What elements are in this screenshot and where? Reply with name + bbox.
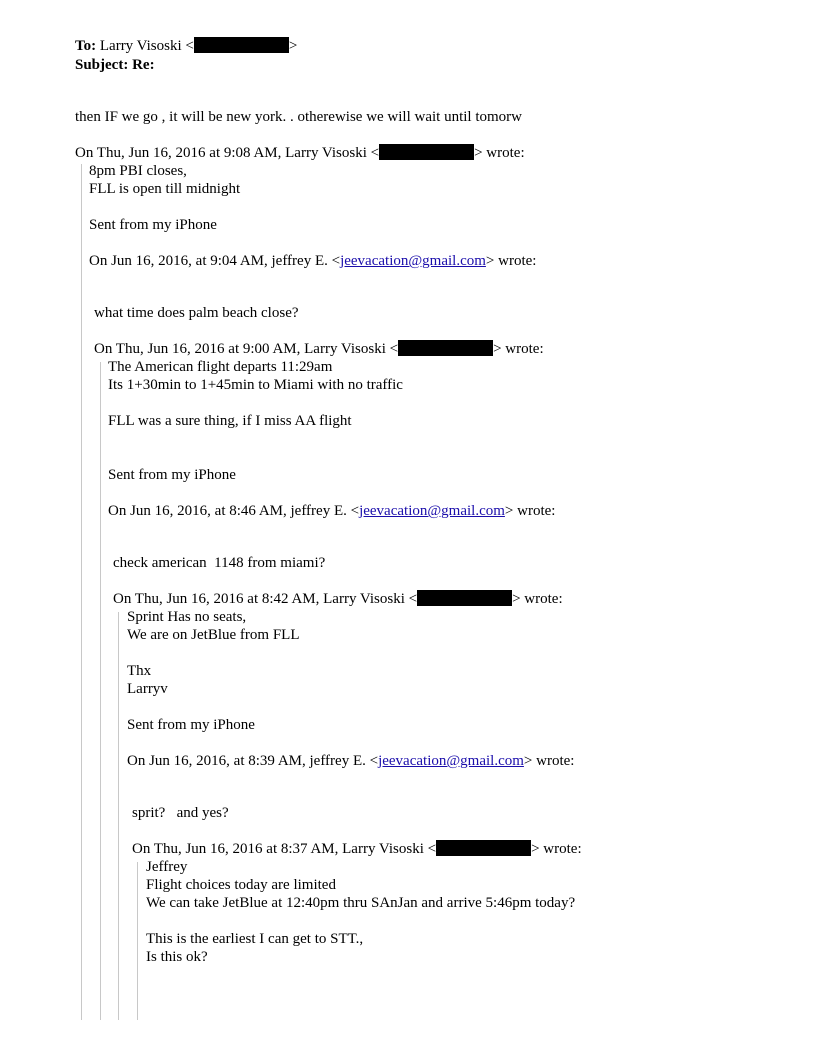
quote-line: We are on JetBlue from FLL [127,627,300,643]
redaction-box [379,144,474,160]
quote-attribution: On Thu, Jun 16, 2016 at 9:00 AM, Larry Visoski < > wrote: [94,341,544,357]
quote-line: Jeffrey [146,859,188,875]
quote-text: what time does palm beach close? [94,305,299,321]
quote-line: The American flight departs 11:29am [108,359,333,375]
quote-attribution: On Jun 16, 2016, at 8:39 AM, jeffrey E. <jeevacation@gmail.com> wrote: [127,753,575,769]
quote-line: Thx [127,663,152,679]
quote-line: Larryv [127,681,168,697]
quote-line: Flight choices today are limited [146,877,336,893]
subject-value: Re: [132,57,155,73]
redaction-box [398,340,493,356]
redaction-box [417,590,512,606]
quote-attribution: On Thu, Jun 16, 2016 at 8:42 AM, Larry Visoski < > wrote: [113,591,563,607]
quote-line: This is the earliest I can get to STT., [146,931,364,947]
quote-attribution: On Thu, Jun 16, 2016 at 8:37 AM, Larry Visoski < > wrote: [132,841,582,857]
quote-text: sprit? and yes? [132,805,229,821]
email-link[interactable]: jeevacation@gmail.com [359,503,505,519]
quote-line: We can take JetBlue at 12:40pm thru SAnJan and arrive 5:46pm today? [146,895,576,911]
sent-from-iphone: Sent from my iPhone [127,717,255,733]
quote-bar-level-2 [100,362,101,1020]
quote-line: Is this ok? [146,949,208,965]
quote-attribution: On Jun 16, 2016, at 9:04 AM, jeffrey E. <jeevacation@gmail.com> wrote: [89,253,537,269]
email-link[interactable]: jeevacation@gmail.com [340,253,486,269]
sent-from-iphone: Sent from my iPhone [89,217,217,233]
quote-bar-level-3 [118,612,119,1020]
email-link[interactable]: jeevacation@gmail.com [378,753,524,769]
quote-line: Sprint Has no seats, [127,609,247,625]
quote-line: 8pm PBI closes, [89,163,187,179]
subject-label: Subject: [75,57,129,73]
quote-line: FLL was a sure thing, if I miss AA flight [108,413,352,429]
to-label: To: [75,38,97,54]
to-line: To: Larry Visoski < > [75,38,298,54]
quote-line: FLL is open till midnight [89,181,241,197]
quote-attribution: On Thu, Jun 16, 2016 at 9:08 AM, Larry Visoski < > wrote: [75,145,525,161]
subject-line [75,56,155,74]
to-name: Larry Visoski < [99,38,194,54]
redaction-box [194,37,289,53]
redaction-box [436,840,531,856]
quote-text: check american 1148 from miami? [113,555,326,571]
quote-attribution: On Jun 16, 2016, at 8:46 AM, jeffrey E. <jeevacation@gmail.com> wrote: [108,503,556,519]
reply-text: then IF we go , it will be new york. . otherewise we will wait until tomorw [75,109,523,125]
quote-bar-level-4 [137,862,138,1020]
quote-line: Its 1+30min to 1+45min to Miami with no traffic [108,377,403,393]
quote-bar-level-1 [81,164,82,1020]
sent-from-iphone: Sent from my iPhone [108,467,236,483]
